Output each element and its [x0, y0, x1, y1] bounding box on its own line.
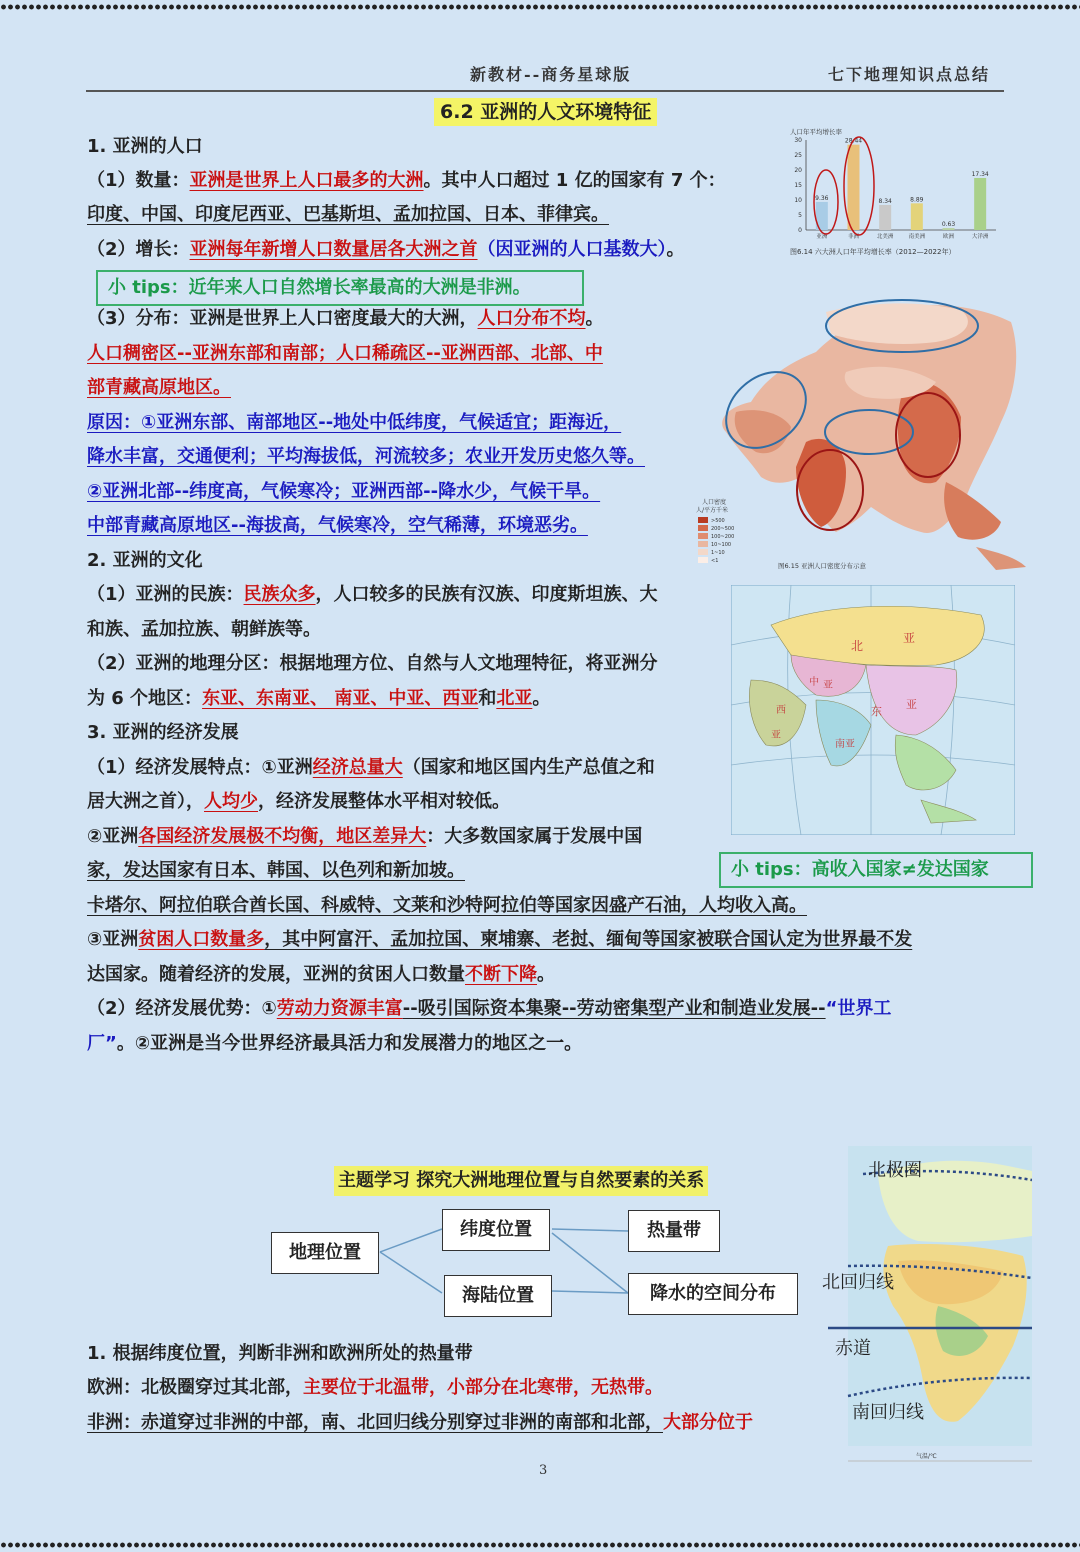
svg-text:南亚: 南亚 [835, 739, 855, 750]
legend-label: 100~200 [711, 534, 735, 540]
chart-title: 图6.14 六大洲人口年平均增长率（2012—2022年） [790, 248, 956, 256]
text-line: 部青藏高原地区。 [87, 377, 231, 398]
bar-value-label: 0.63 [941, 221, 956, 229]
svg-text:人口密度: 人口密度 [702, 499, 727, 506]
node-heat-zone: 热量带 [628, 1210, 720, 1252]
y-tick-label: 30 [794, 137, 802, 144]
growth-bar-chart [786, 126, 1014, 260]
bottom-dotted-border [0, 1538, 1080, 1552]
bar-value-label: 28.44 [844, 137, 863, 145]
study-question: 1. 根据纬度位置，判断非洲和欧洲所处的热量带 [87, 1343, 473, 1364]
text-line: （1）经济发展特点：①亚洲经济总量大（国家和地区国内生产总值之和 [87, 757, 655, 778]
legend-label: 1~10 [711, 550, 725, 556]
text-line: 中部青藏高原地区--海拔高，气候寒冷，空气稀薄，环境恶劣。 [87, 515, 588, 536]
legend-label: >500 [711, 518, 725, 524]
text-line: 居大洲之首），人均少，经济发展整体水平相对较低。 [87, 791, 510, 812]
svg-text:中: 中 [809, 677, 819, 688]
svg-text:亚: 亚 [771, 730, 781, 741]
text-line: ③亚洲贫困人口数量多，其中阿富汗、孟加拉国、柬埔寨、老挝、缅甸等国家被联合国认定为世界最不发 [87, 929, 913, 950]
label-arctic-circle: 北极圈 [868, 1160, 922, 1181]
africa-europe-map [818, 1146, 1032, 1468]
bar-value-label: 8.89 [910, 196, 924, 204]
chart-ylabel: 人口年平均增长率 [790, 128, 842, 136]
text-line: 印度、中国、印度尼西亚、巴基斯坦、孟加拉国、日本、菲律宾。 [87, 204, 609, 225]
header-left: 新教材--商务星球版 [470, 65, 632, 84]
node-latitude: 纬度位置 [442, 1209, 550, 1251]
legend-swatch [698, 533, 708, 539]
bar-value-label: 9.36 [815, 194, 829, 202]
legend-label: 200~500 [711, 526, 735, 532]
text-line: 达国家。随着经济的发展，亚洲的贫困人口数量不断下降。 [87, 964, 555, 985]
map-caption: 图6.15 亚洲人口密度分布示意 [778, 562, 867, 570]
text-line: 欧洲：北极圈穿过其北部，主要位于北温带，小部分在北寒带，无热带。 [87, 1377, 663, 1398]
bar-欧洲 [943, 228, 955, 230]
text-line: 和族、孟加拉族、朝鲜族等。 [87, 619, 321, 640]
text-line: （1）数量：亚洲是世界上人口最多的大洲。其中人口超过 1 亿的国家有 7 个： [87, 170, 726, 191]
text-line: 为 6 个地区：东亚、东南亚、 南亚、中亚、西亚和北亚。 [87, 688, 551, 709]
category-label: 亚洲 [816, 234, 828, 240]
svg-text:气温/℃: 气温/℃ [916, 1453, 937, 1460]
text-line: （2）增长：亚洲每年新增人口数量居各大洲之首（因亚洲的人口基数大）。 [87, 239, 685, 260]
bar-value-label: 8.34 [878, 197, 892, 205]
header-right: 七下地理知识点总结 [828, 65, 991, 84]
legend-label: 10~100 [711, 542, 732, 548]
label-tropic-cancer: 北回归线 [822, 1272, 894, 1293]
category-label: 南美洲 [908, 234, 926, 240]
category-label: 大洋洲 [971, 234, 989, 240]
node-geo-location: 地理位置 [271, 1232, 379, 1274]
svg-text:北: 北 [851, 639, 864, 653]
tip-box-1: 小 tips：近年来人口自然增长率最高的大洲是非洲。 [96, 270, 584, 306]
node-land-sea: 海陆位置 [444, 1275, 552, 1317]
bar-非洲 [848, 145, 860, 230]
section2-heading: 2. 亚洲的文化 [87, 550, 203, 571]
bar-北美洲 [879, 205, 891, 230]
y-tick-label: 20 [794, 167, 802, 174]
y-tick-label: 10 [794, 197, 802, 204]
svg-text:亚: 亚 [823, 680, 833, 691]
text-line: ②亚洲北部--纬度高，气候寒冷；亚洲西部--降水少，气候干旱。 [87, 481, 601, 502]
page-title: 6.2 亚洲的人文环境特征 [434, 98, 657, 126]
header-divider [86, 90, 1004, 92]
category-label: 欧洲 [942, 234, 955, 240]
label-tropic-capricorn: 南回归线 [852, 1402, 924, 1423]
svg-text:亚: 亚 [906, 698, 917, 711]
category-label: 非洲 [847, 234, 860, 240]
text-line: 非洲：赤道穿过非洲的中部，南、北回归线分别穿过非洲的南部和北部，大部分位于 [87, 1412, 753, 1433]
text-line: 家，发达国家有日本、韩国、以色列和新加坡。 [87, 860, 465, 881]
text-line: （1）亚洲的民族：民族众多，人口较多的民族有汉族、印度斯坦族、大 [87, 584, 658, 605]
y-tick-label: 25 [794, 152, 802, 159]
svg-text:西: 西 [776, 705, 786, 716]
svg-text:人/平方千米: 人/平方千米 [696, 507, 729, 514]
section1-heading: 1. 亚洲的人口 [87, 136, 203, 157]
text-line: （3）分布：亚洲是世界上人口密度最大的大洲，人口分布不均。 [87, 308, 604, 329]
asia-regions-map [731, 585, 1015, 835]
section3-heading: 3. 亚洲的经济发展 [87, 722, 239, 743]
bar-大洋洲 [974, 178, 986, 230]
text-line: 原因：①亚洲东部、南部地区--地处中低纬度，气候适宜；距海近， [87, 412, 622, 433]
category-label: 北美洲 [876, 234, 894, 240]
tip-box-2: 小 tips：高收入国家≠发达国家 [719, 852, 1033, 888]
node-precipitation: 降水的空间分布 [628, 1273, 798, 1315]
page-number: 3 [539, 1463, 548, 1478]
text-line: ②亚洲各国经济发展极不均衡，地区差异大：大多数国家属于发展中国 [87, 826, 643, 847]
asia-density-map [696, 282, 1028, 572]
top-dotted-border [0, 0, 1080, 14]
text-line: （2）亚洲的地理分区：根据地理方位、自然与人文地理特征，将亚洲分 [87, 653, 658, 674]
svg-text:亚: 亚 [903, 631, 916, 645]
legend-swatch [698, 517, 708, 523]
legend-label: <1 [711, 558, 719, 564]
legend-swatch [698, 541, 708, 547]
study-title: 主题学习 探究大洲地理位置与自然要素的关系 [334, 1166, 708, 1196]
y-tick-label: 15 [794, 182, 802, 189]
text-line: 人口稠密区--亚洲东部和南部；人口稀疏区--亚洲西部、北部、中 [87, 343, 603, 364]
label-equator: 赤道 [835, 1338, 871, 1359]
svg-text:东: 东 [871, 705, 882, 718]
bar-value-label: 17.34 [971, 170, 989, 178]
bar-南美洲 [911, 203, 923, 230]
legend-swatch [698, 549, 708, 555]
legend-swatch [698, 525, 708, 531]
y-tick-label: 5 [798, 212, 802, 219]
text-line: （2）经济发展优势：①劳动力资源丰富--吸引国际资本集聚--劳动密集型产业和制造业发展--“世界工 [87, 998, 892, 1019]
legend-swatch [698, 557, 708, 563]
y-tick-label: 0 [798, 227, 802, 234]
text-line: 厂”。②亚洲是当今世界经济最具活力和发展潜力的地区之一。 [87, 1033, 583, 1054]
text-line: 卡塔尔、阿拉伯联合酋长国、科威特、文莱和沙特阿拉伯等国家因盛产石油，人均收入高。 [87, 895, 807, 916]
text-line: 降水丰富，交通便利；平均海拔低，河流较多；农业开发历史悠久等。 [87, 446, 645, 467]
